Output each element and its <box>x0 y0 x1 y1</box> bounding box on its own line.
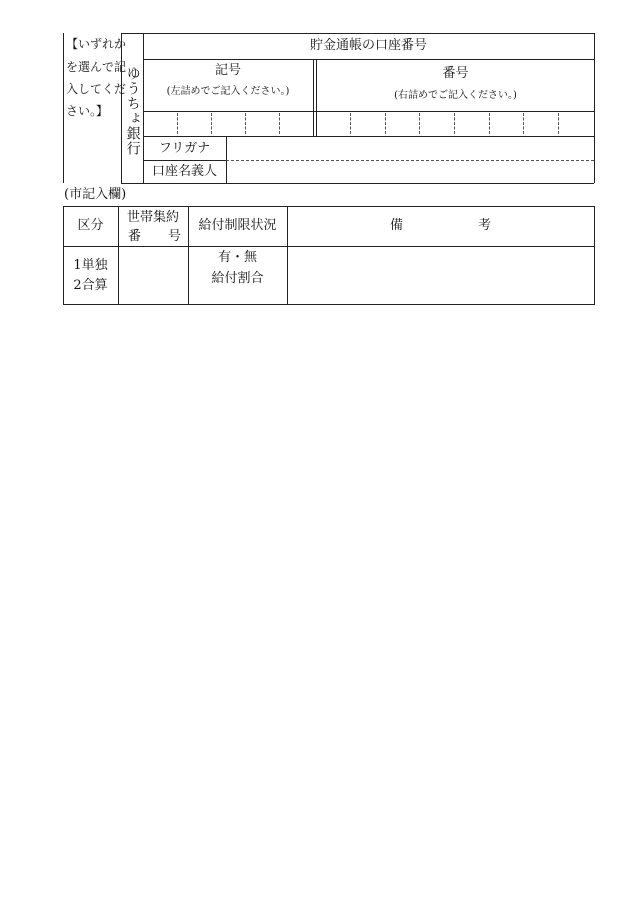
kubun-option-combined: 2合算 <box>73 278 108 293</box>
instruction-note-line3: 入してくだ <box>66 82 127 96</box>
kyufu-option-yes-no: 有・無 <box>217 250 257 265</box>
kigou-input[interactable] <box>178 113 311 134</box>
kubun-option-single: 1単独 <box>73 258 108 273</box>
city-use-section-label: (市記入欄) <box>64 187 127 202</box>
kigou-note: (左詰めでご記入ください。) <box>166 86 290 97</box>
kigou-label: 記号 <box>214 63 241 78</box>
kubun-header: 区分 <box>77 218 104 233</box>
column-divider <box>287 206 288 304</box>
instruction-note-line4: さい。】 <box>66 104 109 118</box>
table-border <box>143 111 594 112</box>
biko-header-b: 考 <box>478 218 492 233</box>
table-border-top <box>63 206 595 207</box>
bangou-note: (右詰めでご記入ください。) <box>394 90 517 101</box>
kyufu-ratio-label: 給付割合 <box>211 271 264 286</box>
furigana-input[interactable] <box>228 138 593 159</box>
account-holder-input[interactable] <box>228 162 593 182</box>
table-border-bottom <box>63 304 595 305</box>
table-border-left <box>63 33 64 183</box>
table-border <box>143 160 226 161</box>
column-divider <box>313 59 314 136</box>
biko-header-a: 備 <box>390 218 404 233</box>
account-holder-label: 口座名義人 <box>151 164 217 179</box>
table-border-right <box>594 206 595 304</box>
instruction-note-line2: を選んで記 <box>66 60 127 74</box>
instruction-note-line1: 【いずれか <box>66 37 127 51</box>
setai-header-line1: 世帯集約 <box>126 210 179 225</box>
table-border-bottom <box>121 183 594 184</box>
bangou-label: 番号 <box>442 66 469 81</box>
kyufu-header: 給付制限状況 <box>198 218 277 233</box>
setai-header-gou: 号 <box>168 229 182 244</box>
table-border-right <box>594 33 595 183</box>
furigana-label: フリガナ <box>158 141 211 156</box>
biko-input[interactable] <box>289 248 593 303</box>
setai-number-input[interactable] <box>120 248 187 303</box>
furigana-divider <box>226 160 594 161</box>
bangou-input[interactable] <box>318 113 593 134</box>
table-border <box>63 246 595 247</box>
table-border <box>143 136 594 137</box>
bank-name-vertical: ゆうちょ銀行 <box>124 66 141 156</box>
account-number-title: 貯金通帳の口座番号 <box>309 38 427 53</box>
table-border <box>143 59 594 60</box>
table-border-top <box>121 33 594 34</box>
setai-header-ban: 番 <box>128 229 142 244</box>
table-border <box>121 33 122 183</box>
